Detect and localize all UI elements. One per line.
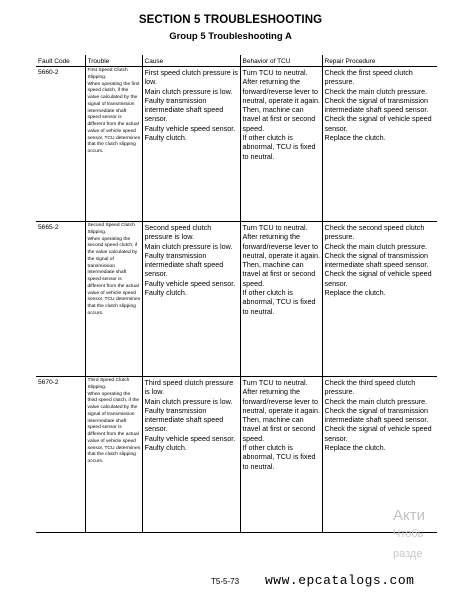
repair-cell: Check the second speed clutch pressure. Check the main clutch pressure. Check the signal of transmission intermediate shaft speed sensor. Check the signal of vehicle speed sensor. Replace the clutch. xyxy=(322,222,437,377)
table-row xyxy=(36,67,437,222)
activation-watermark-line1: Акти xyxy=(393,507,425,524)
behavior-cell: Turn TCU to neutral. After returning the forward/reverse lever to neutral, operate it again. Then, machine can travel at first or second speed. If other clutch is abnormal, TCU is fixed to neutral. xyxy=(240,377,322,533)
trouble-cell: Second Speed Clutch Slipping. When operating the second speed clutch, if the value calculated by the signal of transmission intermediate shaft speed sensor is different from the actual value of vehicle speed sensor, TCU determines that the clutch slipping occurs. xyxy=(85,222,142,377)
repair-cell: Check the first speed clutch pressure. Check the main clutch pressure. Check the signal of transmission intermediate shaft speed sensor. Check the signal of vehicle speed sensor. Replace the clutch. xyxy=(322,67,437,222)
cause-cell: Third speed clutch pressure is low. Main clutch pressure is low. Faulty transmission intermediate shaft speed sensor. Faulty vehicle speed sensor. Faulty clutch. xyxy=(142,377,240,533)
fault-code-cell: 5670-2 xyxy=(36,377,85,533)
column-header-trouble: Trouble xyxy=(85,55,142,67)
column-header-fault-code: Fault Code xyxy=(36,55,85,67)
table-row xyxy=(36,222,437,377)
table-row xyxy=(36,377,437,533)
column-header-cause: Cause xyxy=(142,55,240,67)
activation-watermark-line3: разде xyxy=(393,548,423,560)
troubleshooting-table xyxy=(36,55,437,533)
behavior-cell: Turn TCU to neutral. After returning the forward/reverse lever to neutral, operate it again. Then, machine can travel at first or second speed. If other clutch is abnormal, TCU is fixed to neutral. xyxy=(240,67,322,222)
behavior-cell: Turn TCU to neutral. After returning the forward/reverse lever to neutral, operate it again. Then, machine can travel at first or second speed. If other clutch is abnormal, TCU is fixed to neutral. xyxy=(240,222,322,377)
website-watermark: www.epcatalogs.com xyxy=(265,573,415,588)
trouble-cell: First Speed Clutch Slipping. When operating the first speed clutch, if the value calculated by the signal of transmission intermediate shaft speed sensor is different from the actual value of vehicle speed sensor, TCU determines that the clutch slipping occurs. xyxy=(85,67,142,222)
activation-watermark-line2: Чтобь xyxy=(393,528,424,540)
group-title: Group 5 Troubleshooting A xyxy=(169,31,292,42)
fault-code-cell: 5665-2 xyxy=(36,222,85,377)
column-header-behavior: Behavior of TCU xyxy=(240,55,322,67)
section-title: SECTION 5 TROUBLESHOOTING xyxy=(138,14,323,26)
cause-cell: Second speed clutch pressure is low. Main clutch pressure is low. Faulty transmission intermediate shaft speed sensor. Faulty vehicle speed sensor. Faulty clutch. xyxy=(142,222,240,377)
fault-code-cell: 5660-2 xyxy=(36,67,85,222)
trouble-cell: Third Speed Clutch Slipping. When operating the third speed clutch, if the value calculated by the signal of transmission intermediate shaft speed sensor is different from the actual value of vehicle speed sensor, TCU determines that the clutch slipping occurs. xyxy=(85,377,142,533)
table-header-row xyxy=(36,55,437,67)
cause-cell: First speed clutch pressure is low. Main clutch pressure is low. Faulty transmission intermediate shaft speed sensor. Faulty vehicle speed sensor. Faulty clutch. xyxy=(142,67,240,222)
column-header-repair: Repair Procedure xyxy=(322,55,437,67)
repair-cell: Check the third speed clutch pressure. Check the main clutch pressure. Check the signal of transmission intermediate shaft speed sensor. Check the signal of vehicle speed sensor. Replace the clutch. xyxy=(322,377,437,533)
page-number: T5-5-73 xyxy=(211,577,240,586)
